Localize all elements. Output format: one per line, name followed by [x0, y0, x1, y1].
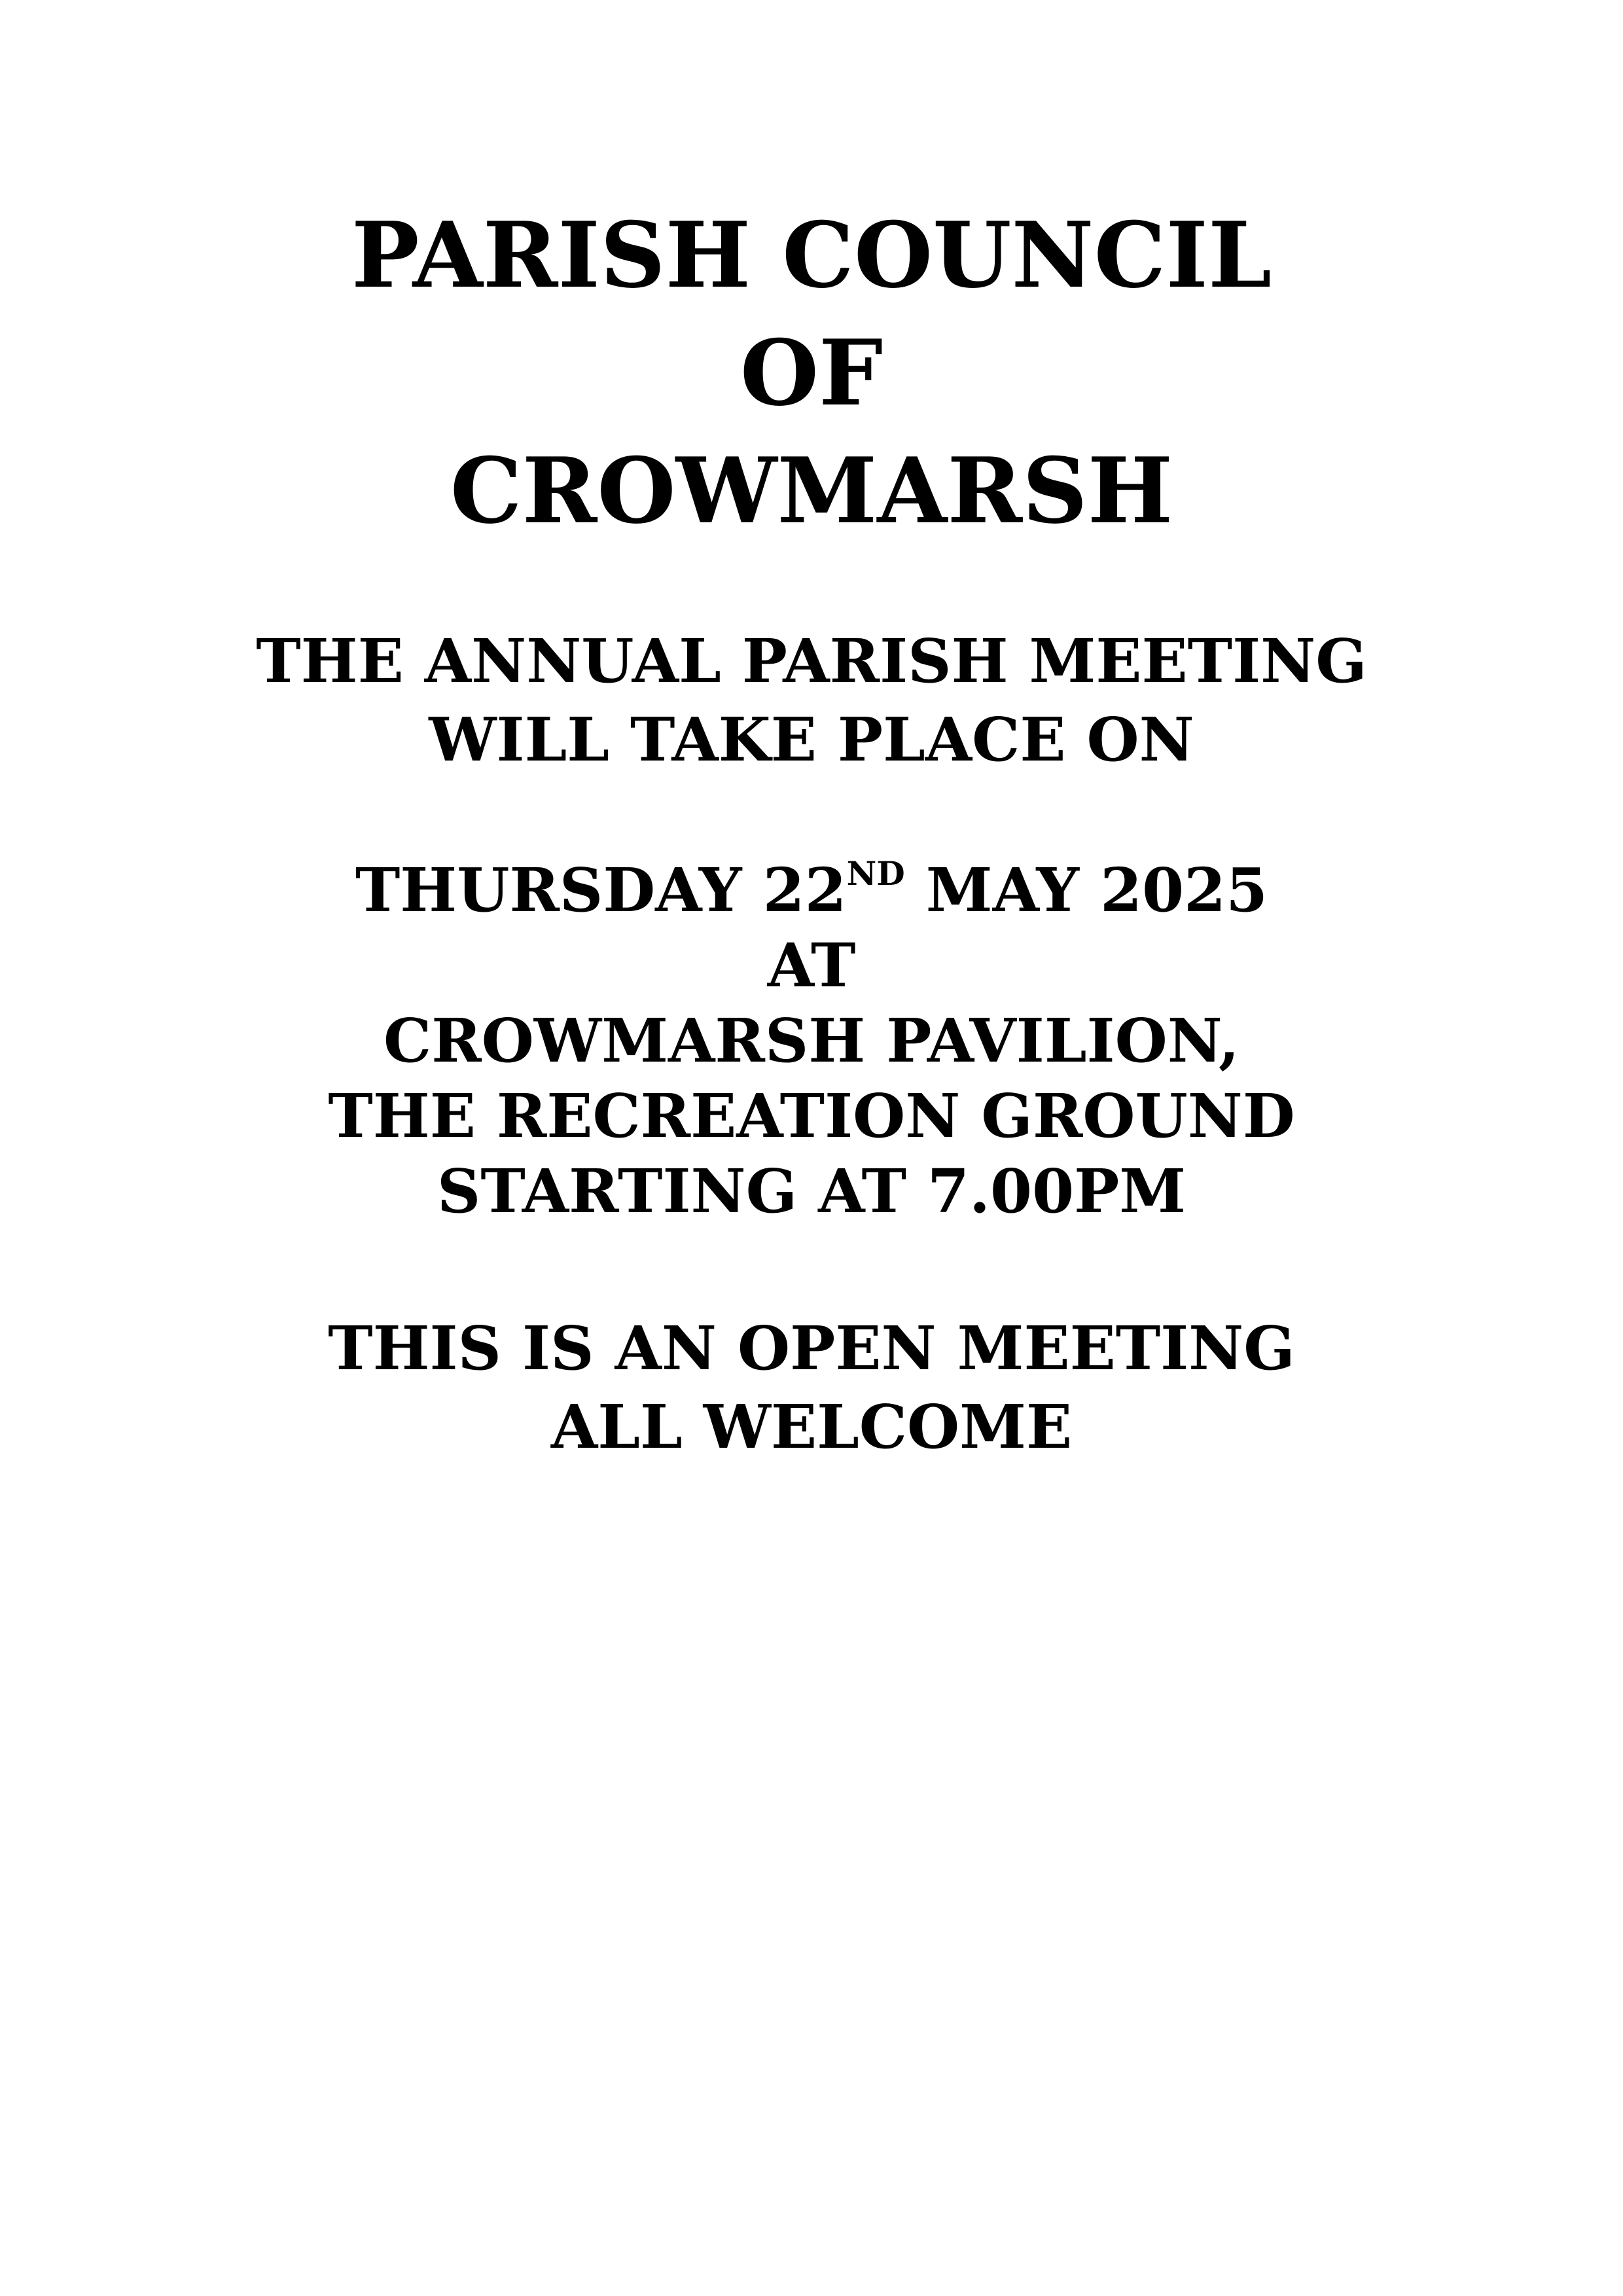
venue-line-1: CROWMARSH PAVILION, [383, 1005, 1240, 1076]
council-title-line-1: PARISH COUNCIL [351, 202, 1272, 308]
venue-line-2: THE RECREATION GROUND [328, 1081, 1295, 1151]
meeting-month-year: MAY 2025 [925, 855, 1268, 925]
meeting-date [0, 854, 1623, 926]
council-title-line-3: CROWMARSH [450, 437, 1173, 544]
meeting-time: STARTING AT 7.00PM [437, 1156, 1186, 1227]
announcement-line-2: WILL TAKE PLACE ON [429, 704, 1194, 775]
council-title-line-2: OF [740, 319, 883, 426]
meeting-day-suffix: ND [846, 854, 905, 893]
announcement-line-1: THE ANNUAL PARISH MEETING [256, 626, 1367, 696]
footer-line-1: THIS IS AN OPEN MEETING [328, 1313, 1295, 1384]
meeting-day: THURSDAY 22 [355, 855, 847, 925]
footer-line-2: ALL WELCOME [550, 1391, 1073, 1462]
meeting-at: AT [767, 930, 856, 1001]
